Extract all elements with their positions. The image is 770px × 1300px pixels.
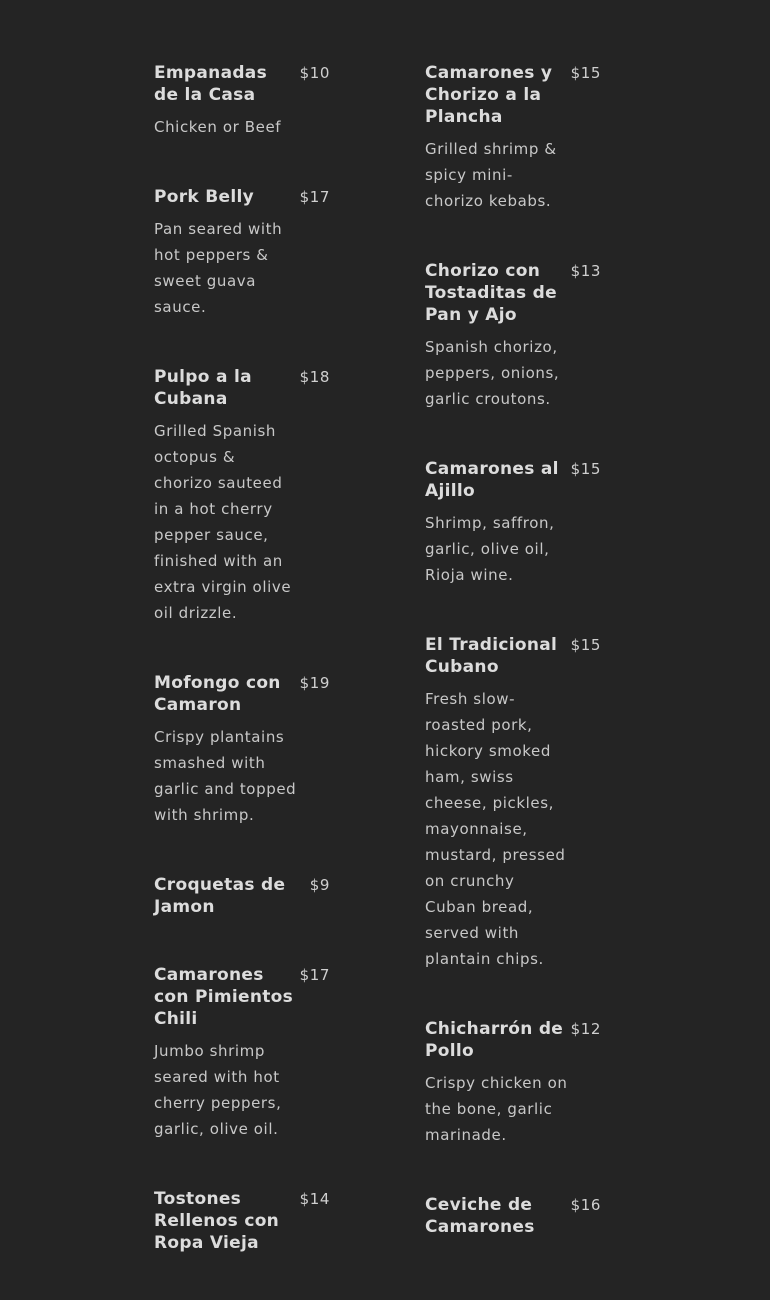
menu-item-name: Pulpo a la Cubana [154,367,252,409]
menu-item-description: Fresh slow-roasted pork, hickory smoked ham, swiss cheese, pickles, mayonnaise, mustard, pressed on crunchy Cuban bread, served with plantain chips. [425,690,566,968]
menu-item-price: $19 [299,674,330,692]
menu-item-price: $18 [299,368,330,386]
menu-item-name: Tostones Rellenos con Ropa Vieja [154,1189,280,1253]
menu-item-price: $15 [570,64,601,82]
menu-item [425,1194,601,1238]
menu-item-description: Grilled shrimp & spicy mini-chorizo kebabs. [425,140,557,210]
menu-item-name: Camarones con Pimientos Chili [154,965,294,1029]
menu-item-name: Empanadas de la Casa [154,63,268,105]
menu-item [425,260,601,412]
menu-item-price: $17 [299,966,330,984]
menu-column-right [425,62,601,1284]
menu-item-price: $16 [570,1196,601,1214]
menu-item-price: $17 [299,188,330,206]
menu-item-description: Shrimp, saffron, garlic, olive oil, Rioja wine. [425,514,555,584]
menu-item-price: $14 [299,1190,330,1208]
menu-item-name: Camarones al Ajillo [425,459,559,501]
menu-item-price: $15 [570,636,601,654]
menu-item-name: Croquetas de Jamon [154,875,286,917]
menu-item-name: Camarones y Chorizo a la Plancha [425,63,553,127]
menu-item-name: Pork Belly [154,187,254,207]
menu-item [154,186,330,320]
menu-item-description: Chicken or Beef [154,118,282,136]
menu-item [154,874,330,918]
menu-item-name: Chorizo con Tostaditas de Pan y Ajo [425,261,557,325]
menu-item-description: Crispy plantains smashed with garlic and topped with shrimp. [154,728,297,824]
menu-item-description: Crispy chicken on the bone, garlic marinade. [425,1074,568,1144]
menu-item-price: $10 [299,64,330,82]
menu-item-name: El Tradicional Cubano [425,635,558,677]
menu-item [154,366,330,626]
menu-item-name: Ceviche de Camarones [425,1195,535,1237]
menu-item-price: $15 [570,460,601,478]
menu-item-description: Grilled Spanish octopus & chorizo sauteed in a hot cherry pepper sauce, finished with an extra virgin olive oil drizzle. [154,422,292,622]
menu-item-price: $9 [309,876,330,894]
menu-item-name: Chicharrón de Pollo [425,1019,564,1061]
menu-item [154,1188,330,1254]
menu-item-price: $13 [570,262,601,280]
menu-item-description: Pan seared with hot peppers & sweet guava sauce. [154,220,283,316]
menu-item [154,672,330,828]
menu-item-description: Jumbo shrimp seared with hot cherry peppers, garlic, olive oil. [154,1042,282,1138]
menu-item [425,1018,601,1148]
menu-item [425,62,601,214]
menu-item-description: Spanish chorizo, peppers, onions, garlic croutons. [425,338,560,408]
menu-item-price: $12 [570,1020,601,1038]
menu-item [154,62,330,140]
menu-item [425,634,601,972]
menu-item-name: Mofongo con Camaron [154,673,281,715]
menu-item [425,458,601,588]
menu-item [154,964,330,1142]
menu-column-left [154,62,330,1300]
